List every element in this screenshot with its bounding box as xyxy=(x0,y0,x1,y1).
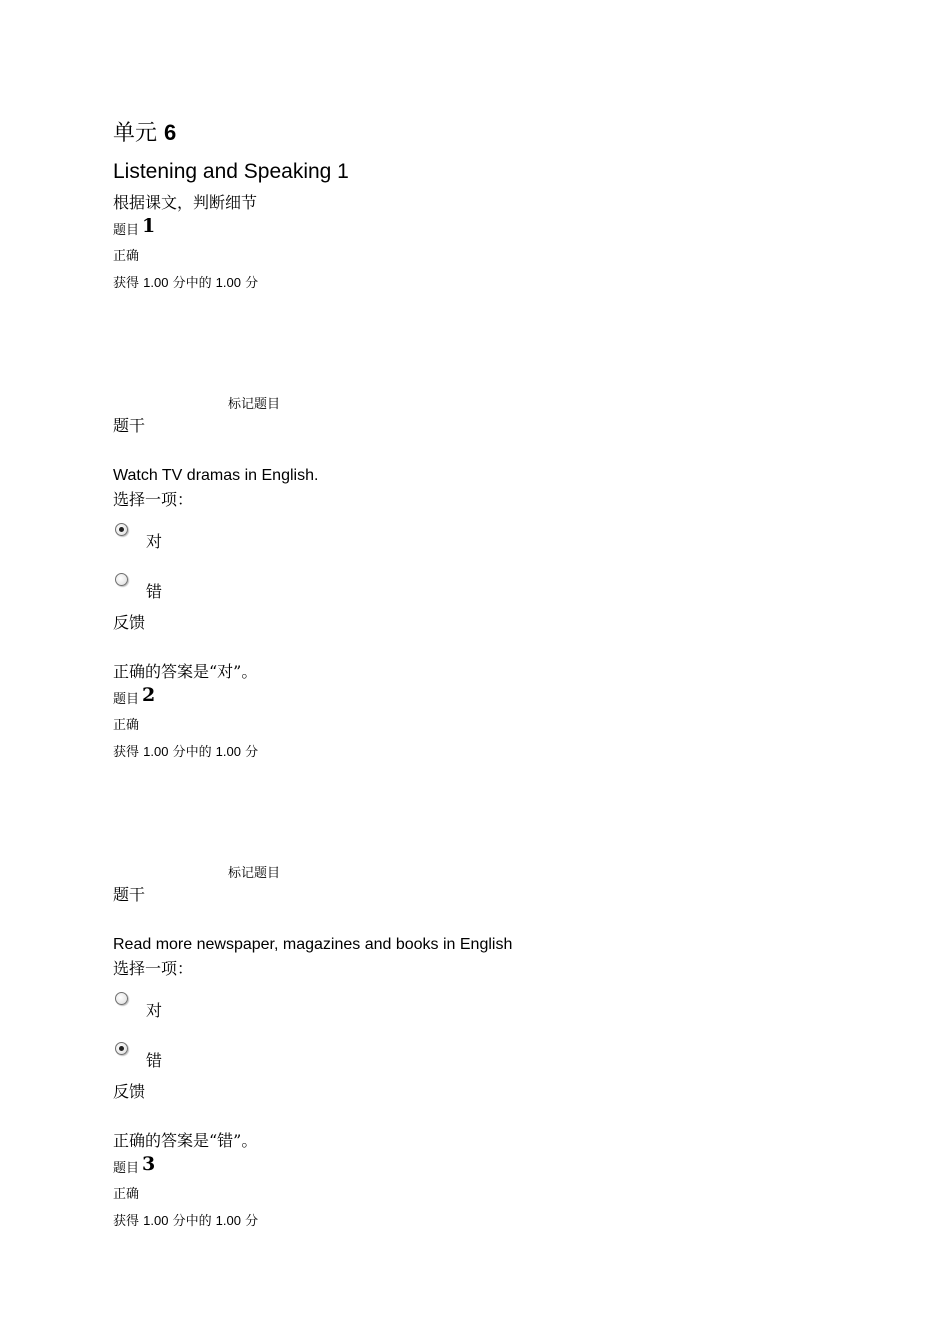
question-1-stem-label: 题干 xyxy=(113,416,146,435)
unit-title xyxy=(113,119,176,148)
question-2-prompt: 选择一项： xyxy=(113,959,194,978)
grade-middle: 分中的 xyxy=(172,276,212,291)
grade-prefix: 获得 xyxy=(113,276,140,291)
question-2-option-false-radio[interactable] xyxy=(115,1042,128,1055)
question-2-option-false-label[interactable]: 错 xyxy=(146,1051,163,1070)
question-label: 题目 xyxy=(113,692,140,707)
grade-max: 1.00 xyxy=(215,744,241,759)
question-1-state: 正确 xyxy=(113,249,140,264)
question-label: 题目 xyxy=(113,1161,140,1176)
grade-prefix: 获得 xyxy=(113,1214,140,1229)
flag-question-1-link[interactable]: 标记题目 xyxy=(228,397,281,412)
grade-middle: 分中的 xyxy=(172,1214,212,1229)
question-2-option-true-radio[interactable] xyxy=(115,992,128,1005)
grade-score: 1.00 xyxy=(143,744,169,759)
instructions: 根据课文，判断细节 xyxy=(113,193,258,212)
question-2-stem-label: 题干 xyxy=(113,885,146,904)
question-2-state: 正确 xyxy=(113,718,140,733)
question-1-feedback-label: 反馈 xyxy=(113,613,146,632)
flag-question-2-link[interactable]: 标记题目 xyxy=(228,866,281,881)
question-3-header xyxy=(113,1154,155,1179)
question-1-option-false-radio[interactable] xyxy=(115,573,128,586)
unit-label: 单元 xyxy=(113,121,158,146)
question-2-feedback: 正确的答案是“错”。 xyxy=(113,1131,258,1150)
question-2-option-true-label[interactable]: 对 xyxy=(146,1001,163,1020)
grade-score: 1.00 xyxy=(143,1213,169,1228)
section-title: Listening and Speaking 1 xyxy=(113,160,349,183)
grade-prefix: 获得 xyxy=(113,745,140,760)
grade-score: 1.00 xyxy=(143,275,169,290)
question-1-option-true-label[interactable]: 对 xyxy=(146,532,163,551)
question-1-text: Watch TV dramas in English. xyxy=(113,467,319,484)
question-2-grade xyxy=(113,743,258,762)
question-3-state: 正确 xyxy=(113,1187,140,1202)
question-1-option-false-label[interactable]: 错 xyxy=(146,582,163,601)
grade-suffix: 分 xyxy=(245,276,259,291)
question-number: 3 xyxy=(142,1153,156,1175)
question-1-header xyxy=(113,216,155,241)
question-label: 题目 xyxy=(113,223,140,238)
question-1-prompt: 选择一项： xyxy=(113,490,194,509)
question-number: 1 xyxy=(142,215,156,237)
question-1-feedback: 正确的答案是“对”。 xyxy=(113,662,258,681)
grade-max: 1.00 xyxy=(215,275,241,290)
question-3-grade xyxy=(113,1212,258,1231)
grade-middle: 分中的 xyxy=(172,745,212,760)
grade-suffix: 分 xyxy=(245,745,259,760)
question-number: 2 xyxy=(142,684,156,706)
unit-number: 6 xyxy=(164,120,177,145)
grade-max: 1.00 xyxy=(215,1213,241,1228)
question-2-feedback-label: 反馈 xyxy=(113,1082,146,1101)
question-1-option-true-radio[interactable] xyxy=(115,523,128,536)
question-1-grade xyxy=(113,274,258,293)
question-2-header xyxy=(113,685,155,710)
question-2-text: Read more newspaper, magazines and books in English xyxy=(113,936,513,953)
grade-suffix: 分 xyxy=(245,1214,259,1229)
